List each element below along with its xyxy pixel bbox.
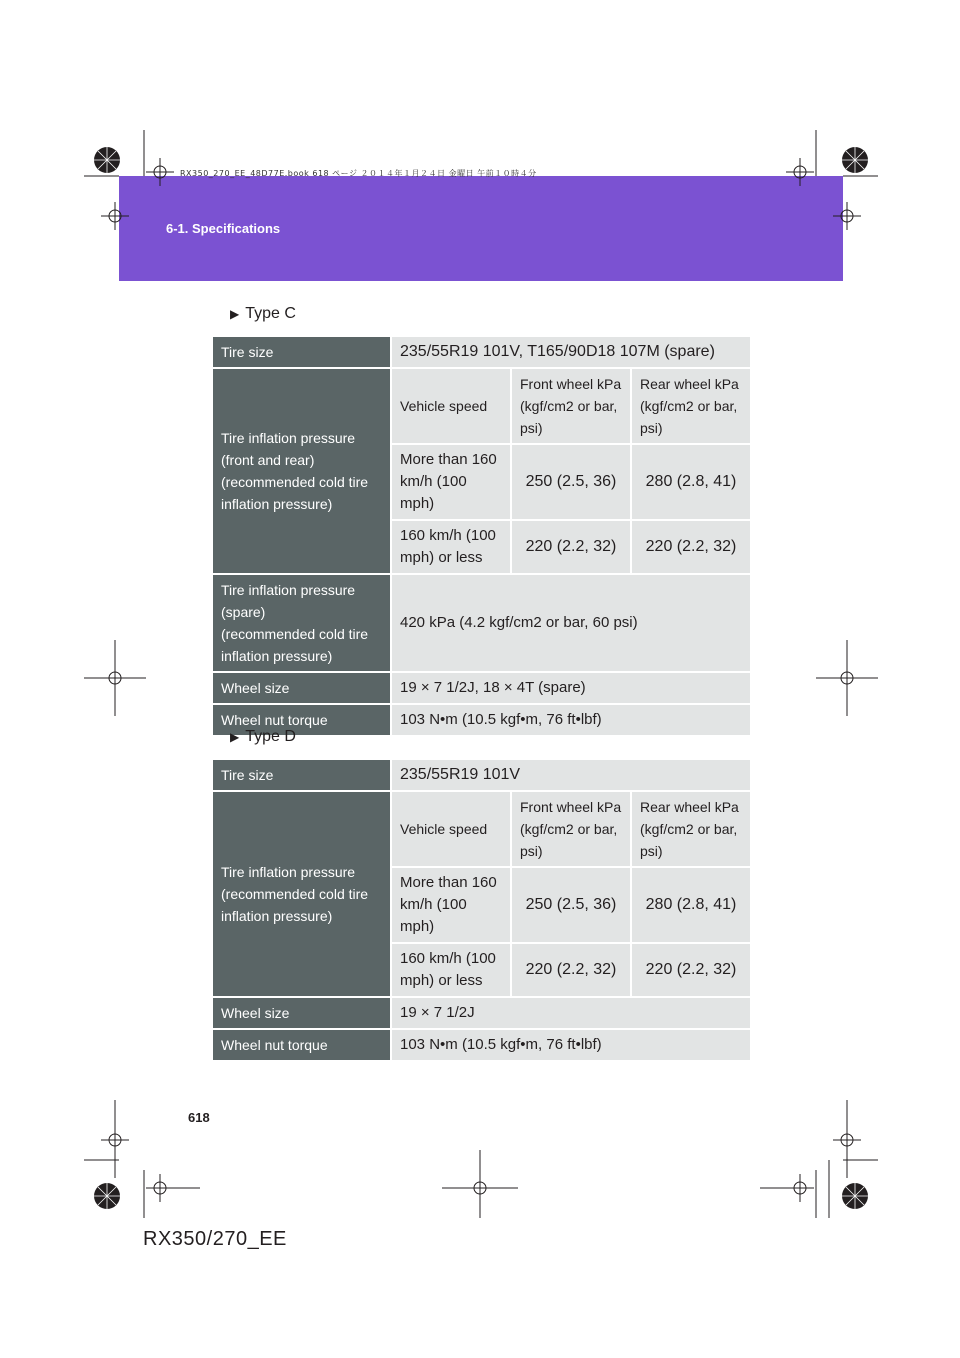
table-row — [212, 574, 751, 672]
pressure-label: Tire inflation pressure (recommended cold tire inflation pressure) — [212, 791, 391, 997]
type-d-spec-table — [211, 758, 752, 1062]
table-row — [212, 1029, 751, 1061]
page-number: 618 — [188, 1110, 210, 1125]
wheel-size-label: Wheel size — [212, 672, 391, 704]
tire-size-value: 235/55R19 101V, T165/90D18 107M (spare) — [391, 336, 751, 368]
col-header-rear: Rear wheel kPa (kgf/cm2 or bar, psi) — [631, 368, 751, 444]
type-c-heading: ▶ Type C — [230, 305, 296, 322]
wheel-nut-torque-value: 103 N•m (10.5 kgf•m, 76 ft•lbf) — [391, 704, 751, 736]
rear-pressure-cell: 280 (2.8, 41) — [631, 444, 751, 520]
rear-pressure-cell: 220 (2.2, 32) — [631, 943, 751, 997]
col-header-speed: Vehicle speed — [391, 791, 511, 867]
speed-cell: More than 160 km/h (100 mph) — [391, 444, 511, 520]
rear-pressure-cell: 220 (2.2, 32) — [631, 520, 751, 574]
wheel-size-value: 19 × 7 1/2J — [391, 997, 751, 1029]
table-row — [212, 336, 751, 368]
model-code: RX350/270_EE — [143, 1228, 287, 1250]
table-row — [212, 791, 751, 867]
type-d-heading: ▶ Type D — [230, 728, 296, 745]
wheel-size-label: Wheel size — [212, 997, 391, 1029]
print-info: RX350_270_EE_48D77E.book 618 ページ ２０１４年１月２４日 金曜日 午前１０時４分 — [180, 169, 537, 178]
col-header-front: Front wheel kPa (kgf/cm2 or bar, psi) — [511, 368, 631, 444]
col-header-speed: Vehicle speed — [391, 368, 511, 444]
wheel-nut-torque-label: Wheel nut torque — [212, 1029, 391, 1061]
front-pressure-cell: 220 (2.2, 32) — [511, 943, 631, 997]
triangle-bullet-icon: ▶ — [230, 307, 240, 321]
triangle-bullet-icon: ▶ — [230, 730, 240, 744]
front-pressure-cell: 220 (2.2, 32) — [511, 520, 631, 574]
spare-pressure-label: Tire inflation pressure (spare) (recommended cold tire inflation pressure) — [212, 574, 391, 672]
type-c-spec-table — [211, 335, 752, 737]
table-row — [212, 368, 751, 444]
rear-pressure-cell: 280 (2.8, 41) — [631, 867, 751, 943]
table-row — [212, 997, 751, 1029]
table-row — [212, 759, 751, 791]
front-pressure-cell: 250 (2.5, 36) — [511, 867, 631, 943]
wheel-nut-torque-value: 103 N•m (10.5 kgf•m, 76 ft•lbf) — [391, 1029, 751, 1061]
pressure-label: Tire inflation pressure (front and rear) (recommended cold tire inflation pressure) — [212, 368, 391, 574]
spare-pressure-value: 420 kPa (4.2 kgf/cm2 or bar, 60 psi) — [391, 574, 751, 672]
front-pressure-cell: 250 (2.5, 36) — [511, 444, 631, 520]
col-header-rear: Rear wheel kPa (kgf/cm2 or bar, psi) — [631, 791, 751, 867]
col-header-front: Front wheel kPa (kgf/cm2 or bar, psi) — [511, 791, 631, 867]
tire-size-label: Tire size — [212, 336, 391, 368]
tire-size-value: 235/55R19 101V — [391, 759, 751, 791]
wheel-size-value: 19 × 7 1/2J, 18 × 4T (spare) — [391, 672, 751, 704]
wheel-nut-torque-label: Wheel nut torque — [212, 704, 391, 736]
section-title: 6-1. Specifications — [166, 221, 281, 236]
speed-cell: 160 km/h (100 mph) or less — [391, 943, 511, 997]
speed-cell: More than 160 km/h (100 mph) — [391, 867, 511, 943]
table-row — [212, 672, 751, 704]
speed-cell: 160 km/h (100 mph) or less — [391, 520, 511, 574]
tire-size-label: Tire size — [212, 759, 391, 791]
